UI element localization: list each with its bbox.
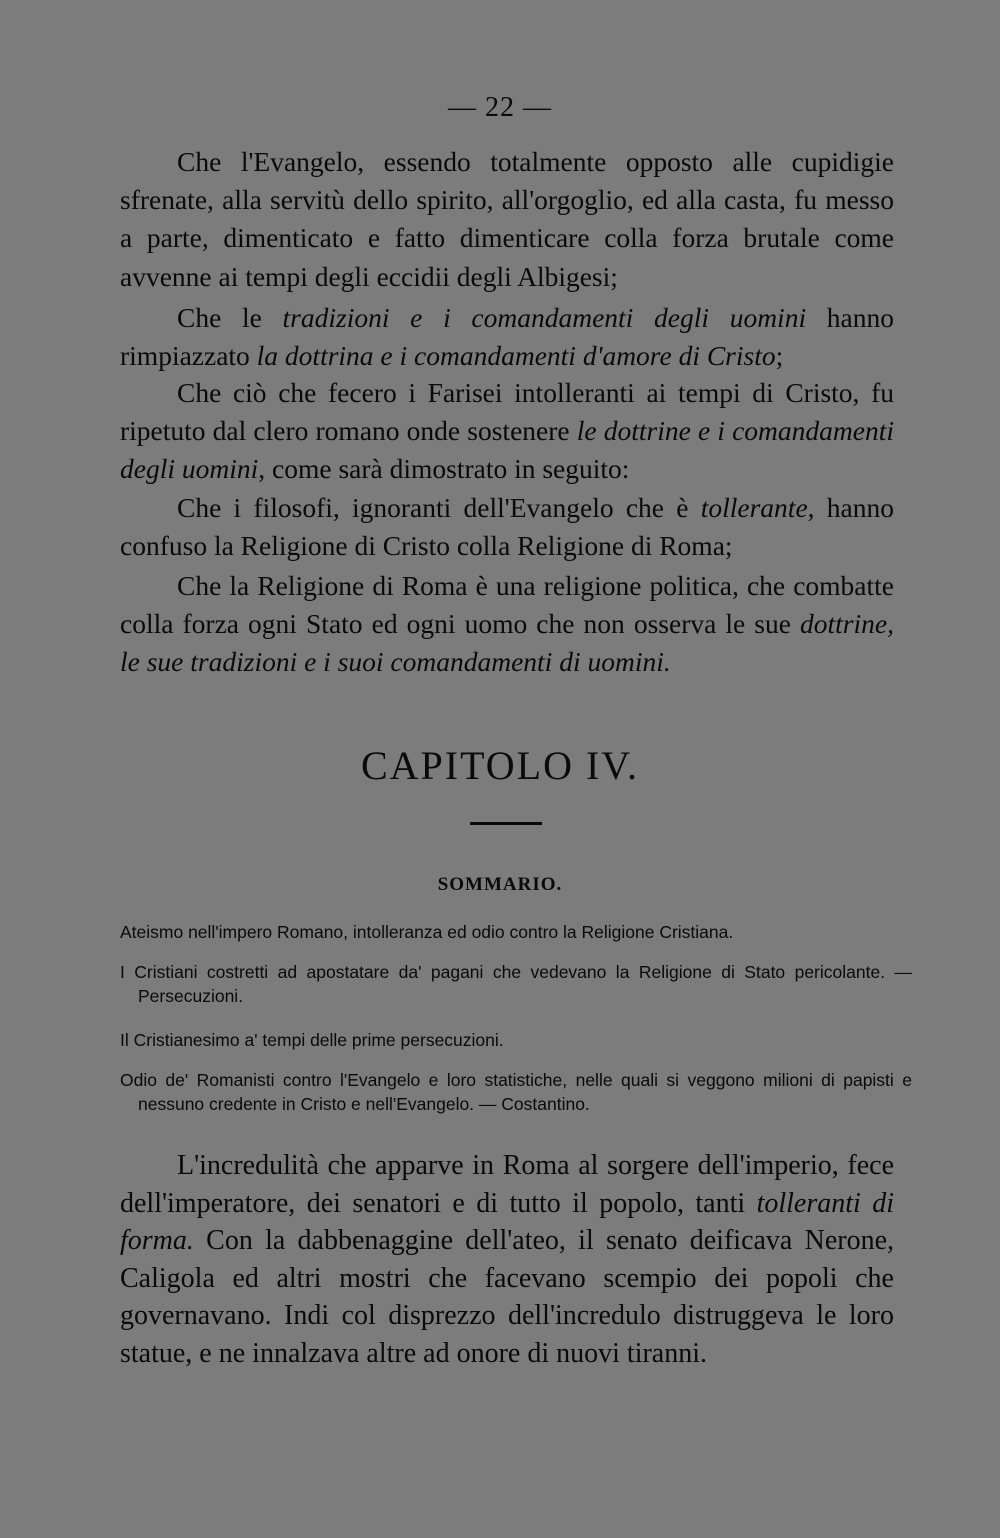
sommario-item: Ateismo nell'impero Romano, intolleranza ed odio contro la Religione Cristiana.: [120, 922, 734, 942]
paragraph-text: Che le: [177, 302, 283, 333]
paragraph-text: Che l'Evangelo, essendo totalmente opposto alle cupidigie sfrenate, alla servitù dello spirito, all'orgoglio, ed alla casta, fu messo a parte, dimenticato e fatto dimenticare colla forza brutale come avvenne ai tempi degli eccidii degli Albigesi;: [120, 146, 894, 292]
paragraph-religione-roma: [120, 567, 894, 682]
paragraph-evangelo: [120, 143, 894, 296]
sommario-item: Odio de' Romanisti contro l'Evangelo e loro statistiche, nelle quali si veggono milioni di papisti e nessuno credente in Cristo e nell'Evangelo. — Costantino.: [120, 1070, 912, 1114]
italic-phrase: tradizioni e i comandamenti degli uomini: [282, 302, 807, 333]
paragraph-tradizioni: [120, 299, 894, 375]
paragraph-farisei: [120, 374, 894, 489]
italic-phrase: dottrine, le sue tradizioni e i suoi comandamenti di uomini.: [120, 608, 894, 678]
paragraph-text: Che ciò che fecero i Farisei intolleranti ai tempi di Cristo, fu ripetuto dal clero romano onde sostenere: [120, 377, 894, 447]
page-number: — 22 —: [448, 92, 552, 123]
italic-phrase: le dottrine e i comandamenti degli uomini: [120, 415, 894, 485]
paragraph-incredulita: [120, 1147, 894, 1373]
sommario-item: Il Cristianesimo a' tempi delle prime persecuzioni.: [120, 1030, 504, 1050]
paragraph-text: Che i filosofi, ignoranti dell'Evangelo che è: [177, 492, 701, 523]
chapter-title: CAPITOLO IV.: [360, 743, 640, 788]
italic-phrase: tollerante: [700, 492, 808, 523]
paragraph-text: L'incredulità che apparve in Roma al sorgere dell'imperio, fece dell'imperatore, dei senatori e di tutto il popolo, tanti: [120, 1150, 894, 1219]
paragraph-filosofi: [120, 489, 894, 565]
italic-phrase: tolleranti di forma.: [120, 1187, 894, 1257]
italic-phrase: la dottrina e i comandamenti d'amore di Cristo: [256, 340, 776, 372]
sommario-heading: SOMMARIO.: [437, 874, 563, 895]
paragraph-text: ;: [775, 340, 784, 372]
sommario-item: I Cristiani costretti ad apostatare da' pagani che vedevano la Religione di Stato pericolante. — Persecuzioni.: [120, 962, 912, 1006]
chapter-rule: [470, 822, 542, 825]
paragraph-text: , hanno confuso la Religione di Cristo colla Religione di Roma;: [120, 492, 894, 562]
paragraph-text: Con la dabbenaggine dell'ateo, il senato deificava Nerone, Caligola ed altri mostri che facevano scempio dei popoli che governavano. Indi col disprezzo dell'incredulo distruggeva le loro statue, e ne innalzava altre ad onore di nuovi tiranni.: [120, 1225, 894, 1369]
paragraph-text: , come sarà dimostrato in seguito:: [258, 453, 630, 485]
paragraph-text: hanno rimpiazzato: [120, 302, 894, 372]
paragraph-text: Che la Religione di Roma è una religione politica, che combatte colla forza ogni Stato ed ogni uomo che non osserva le sue: [120, 570, 894, 640]
